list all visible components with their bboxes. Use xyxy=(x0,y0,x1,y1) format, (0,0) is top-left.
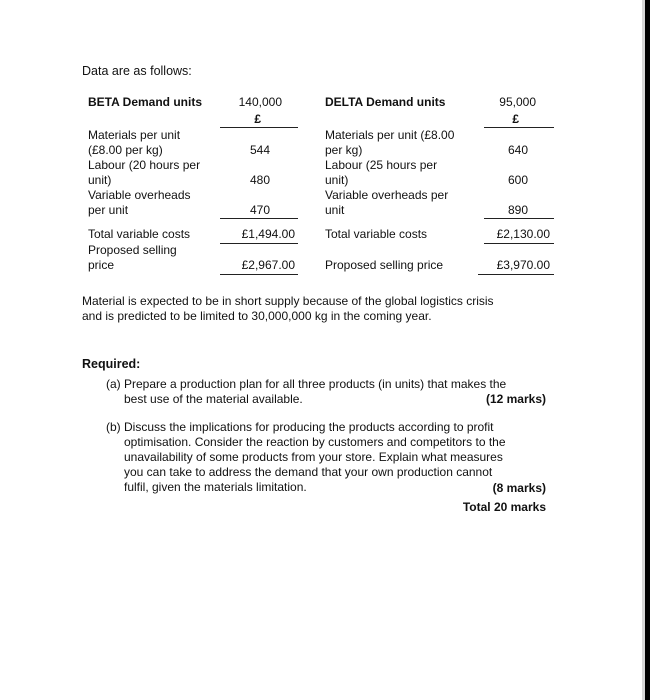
part-b-line-4: you can take to address the demand that your own production cannot xyxy=(124,465,493,479)
part-a-marks: (12 marks) xyxy=(485,392,546,406)
beta-materials-value: 544 xyxy=(249,143,270,157)
supply-note-line-1: Material is expected to be in short supply because of the global logistics crisis xyxy=(82,294,494,308)
delta-price-label: Proposed selling price xyxy=(325,258,444,272)
beta-total-rule xyxy=(220,243,298,244)
beta-labour-label xyxy=(88,158,200,188)
delta-price-value: £3,970.00 xyxy=(496,258,550,272)
delta-overheads-label-line-2: unit xyxy=(325,203,345,217)
delta-labour-label-line-2: unit) xyxy=(325,173,349,187)
beta-materials-label xyxy=(88,128,180,158)
beta-materials-label-line-2: (£8.00 per kg) xyxy=(88,143,163,157)
beta-materials-label-line-1: Materials per unit xyxy=(88,128,181,142)
beta-currency: £ xyxy=(254,112,261,126)
total-marks: Total 20 marks xyxy=(462,500,546,514)
beta-overheads-value: 470 xyxy=(249,203,270,217)
delta-total-label: Total variable costs xyxy=(325,227,428,241)
delta-materials-label-line-2: per kg) xyxy=(325,143,363,157)
part-a-line-1: (a) Prepare a production plan for all three products (in units) that makes the xyxy=(106,377,507,391)
beta-price-label xyxy=(88,243,177,273)
beta-header: BETA Demand units xyxy=(88,95,203,109)
beta-overheads-label-line-2: per unit xyxy=(88,203,129,217)
delta-labour-value: 600 xyxy=(507,173,528,187)
supply-note-line-2: and is predicted to be limited to 30,000,000 kg in the coming year. xyxy=(82,309,432,323)
delta-currency: £ xyxy=(512,112,519,126)
delta-overheads-label xyxy=(325,188,448,218)
part-b xyxy=(106,420,506,495)
beta-labour-label-line-1: Labour (20 hours per xyxy=(88,158,201,172)
supply-note xyxy=(82,294,494,324)
delta-materials-value: 640 xyxy=(507,143,528,157)
beta-overheads-label xyxy=(88,188,191,218)
part-b-line-1: (b) Discuss the implications for producing the products according to profit xyxy=(106,420,494,434)
page-edge xyxy=(645,0,650,700)
delta-materials-label xyxy=(325,128,454,158)
part-b-line-2: optimisation. Consider the reaction by customers and competitors to the xyxy=(124,435,506,449)
required-heading: Required: xyxy=(82,357,141,371)
delta-subtotal-rule xyxy=(484,218,554,219)
beta-labour-label-line-2: unit) xyxy=(88,173,112,187)
delta-labour-label-line-1: Labour (25 hours per xyxy=(325,158,438,172)
part-b-marks: (8 marks) xyxy=(492,481,546,495)
beta-total-label: Total variable costs xyxy=(88,227,191,241)
beta-price-label-line-2: price xyxy=(88,258,115,272)
part-a-line-2: best use of the material available. xyxy=(124,392,303,406)
delta-demand: 95,000 xyxy=(499,95,536,109)
part-b-line-5: fulfil, given the materials limitation. xyxy=(124,480,307,494)
beta-price-label-line-1: Proposed selling xyxy=(88,243,177,257)
delta-total-value: £2,130.00 xyxy=(496,227,550,241)
beta-price-value: £2,967.00 xyxy=(241,258,295,272)
beta-header-rule xyxy=(220,127,298,128)
delta-header: DELTA Demand units xyxy=(325,95,446,109)
delta-overheads-value: 890 xyxy=(507,203,528,217)
beta-total-value: £1,494.00 xyxy=(241,227,295,241)
beta-overheads-label-line-1: Variable overheads xyxy=(88,188,191,202)
beta-demand: 140,000 xyxy=(238,95,282,109)
part-a xyxy=(106,377,506,407)
beta-labour-value: 480 xyxy=(249,173,270,187)
delta-header-rule xyxy=(484,127,554,128)
delta-materials-label-line-1: Materials per unit (£8.00 xyxy=(325,128,455,142)
beta-price-rule xyxy=(220,274,298,275)
intro-text: Data are as follows: xyxy=(82,64,192,78)
beta-subtotal-rule xyxy=(220,218,298,219)
delta-price-rule xyxy=(478,274,554,275)
part-b-line-3: unavailability of some products from your store. Explain what measures xyxy=(124,450,503,464)
delta-labour-label xyxy=(325,158,437,188)
delta-overheads-label-line-1: Variable overheads per xyxy=(325,188,449,202)
delta-total-rule xyxy=(484,243,554,244)
